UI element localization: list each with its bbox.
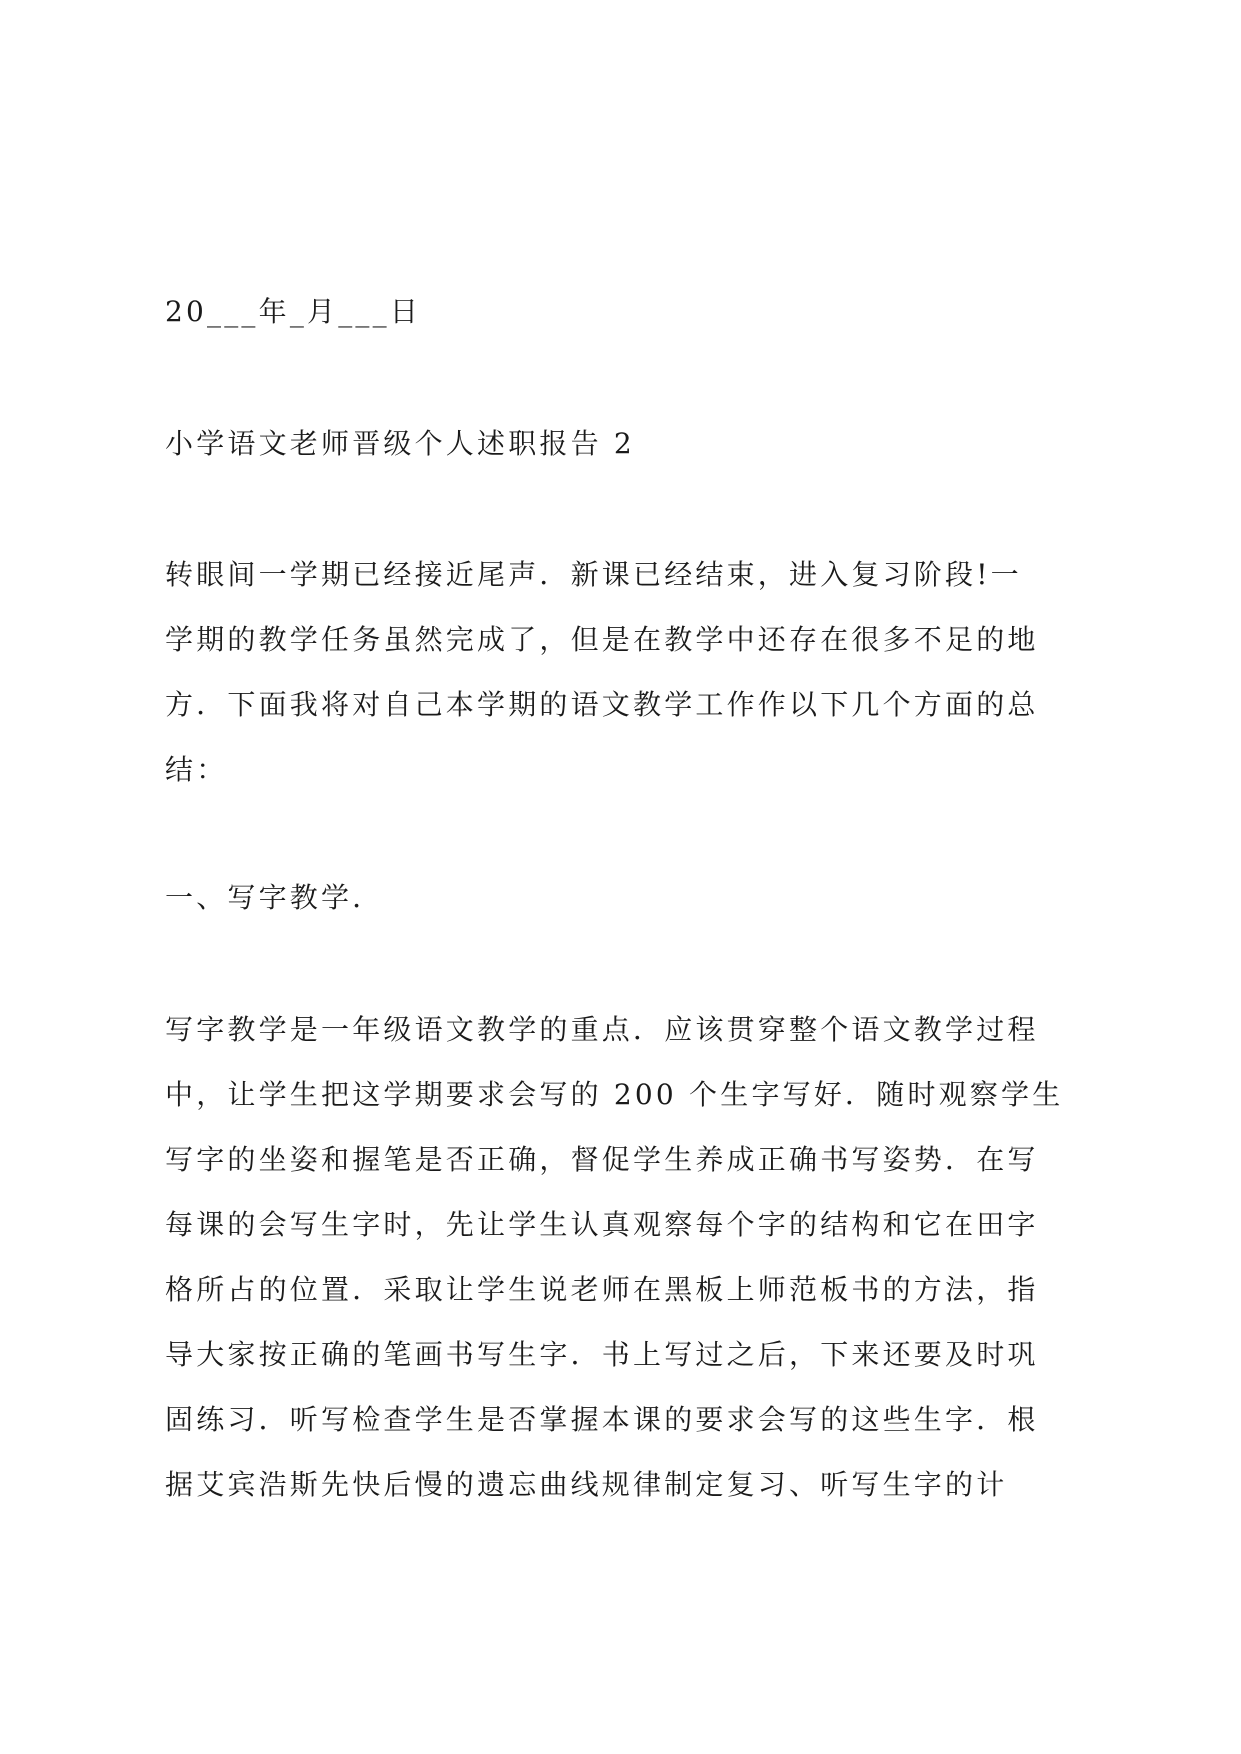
- paragraph-line: 学期的教学任务虽然完成了，但是在教学中还存在很多不足的地: [165, 623, 1039, 656]
- date-line: 20___年_月___日: [165, 295, 422, 328]
- section-heading: 一、写字教学．: [165, 881, 384, 914]
- paragraph-line: 写字教学是一年级语文教学的重点．应该贯穿整个语文教学过程: [165, 1013, 1039, 1046]
- paragraph-line: 格所占的位置．采取让学生说老师在黑板上师范板书的方法，指: [165, 1273, 1039, 1306]
- paragraph-line: 导大家按正确的笔画书写生字．书上写过之后，下来还要及时巩: [165, 1338, 1039, 1371]
- paragraph-line: 结：: [165, 753, 228, 786]
- paragraph-line: 据艾宾浩斯先快后慢的遗忘曲线规律制定复习、听写生字的计: [165, 1468, 1008, 1501]
- paragraph-line: 写字的坐姿和握笔是否正确，督促学生养成正确书写姿势．在写: [165, 1143, 1039, 1176]
- paragraph-line: 转眼间一学期已经接近尾声．新课已经结束，进入复习阶段!一: [165, 558, 1022, 591]
- paragraph-line: 中，让学生把这学期要求会写的 200 个生字写好．随时观察学生: [165, 1078, 1064, 1111]
- paragraph-line: 每课的会写生字时，先让学生认真观察每个字的结构和它在田字: [165, 1208, 1039, 1241]
- paragraph-line: 固练习．听写检查学生是否掌握本课的要求会写的这些生字．根: [165, 1403, 1039, 1436]
- paragraph-line: 方．下面我将对自己本学期的语文教学工作作以下几个方面的总: [165, 688, 1039, 721]
- report-title: 小学语文老师晋级个人述职报告 2: [165, 427, 635, 460]
